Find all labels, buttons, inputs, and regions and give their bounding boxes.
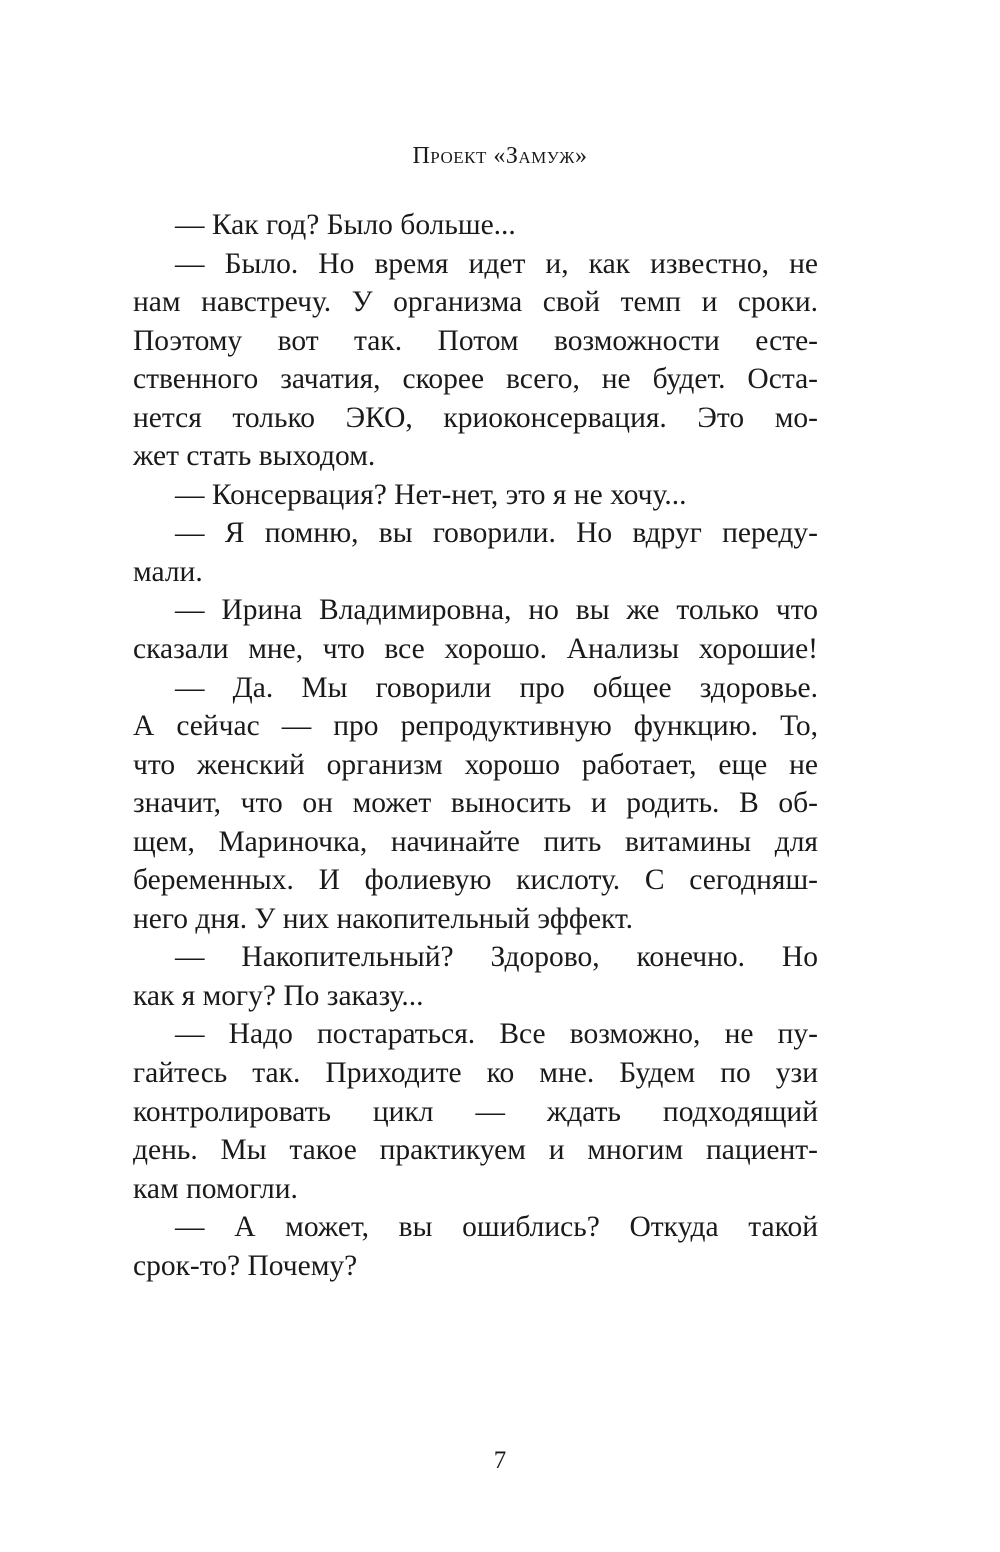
text-line: как я могу? По заказу... bbox=[133, 979, 424, 1012]
text-line: гайтесь так. Приходите ко мне. Будем по узи bbox=[133, 1057, 818, 1090]
text-line: жет стать выходом. bbox=[133, 440, 376, 473]
text-line: срок-то? Почему? bbox=[133, 1249, 358, 1282]
text-line: ственного зачатия, скорее всего, не будет. Оста- bbox=[133, 363, 818, 396]
text-line: контролировать цикл — ждать подходящий bbox=[133, 1095, 818, 1128]
text-line: — Было. Но время идет и, как известно, не bbox=[175, 247, 818, 280]
text-line: мали. bbox=[133, 555, 203, 588]
text-line: что женский организм хорошо работает, еще не bbox=[133, 748, 818, 781]
text-line: — Ирина Владимировна, но вы же только что bbox=[175, 594, 818, 627]
text-line: Поэтому вот так. Потом возможности есте- bbox=[133, 324, 818, 357]
text-line: сказали мне, что все хорошо. Анализы хорошие! bbox=[133, 633, 818, 666]
text-line: день. Мы такое практикуем и многим пациент- bbox=[133, 1134, 818, 1167]
text-line: — Я помню, вы говорили. Но вдруг переду- bbox=[175, 517, 818, 550]
text-line: нам навстречу. У организма свой темп и сроки. bbox=[133, 286, 818, 319]
text-line: — Надо постараться. Все возможно, не пу- bbox=[175, 1018, 818, 1051]
text-line: — А может, вы ошиблись? Откуда такой bbox=[175, 1211, 818, 1244]
body-text bbox=[133, 206, 818, 1285]
text-line: — Как год? Было больше... bbox=[175, 209, 516, 241]
text-line: значит, что он может выносить и родить. В об- bbox=[133, 787, 818, 820]
text-line: нется только ЭКО, криоконсервация. Это мо- bbox=[133, 401, 818, 434]
text-line: щем, Мариночка, начинайте пить витамины для bbox=[133, 825, 818, 858]
text-line: беременных. И фолиевую кислоту. С сегодняш- bbox=[133, 864, 818, 897]
text-line: — Консервация? Нет-нет, это я не хочу... bbox=[175, 478, 687, 511]
text-line: кам помогли. bbox=[133, 1172, 298, 1205]
text-line: него дня. У них накопительный эффект. bbox=[133, 902, 634, 935]
page-number: 7 bbox=[493, 1447, 507, 1474]
running-head: Проект «Замуж» bbox=[412, 143, 588, 169]
text-line: А сейчас — про репродуктивную функцию. То, bbox=[133, 710, 818, 743]
text-line: — Накопительный? Здорово, конечно. Но bbox=[175, 941, 818, 974]
text-line: — Да. Мы говорили про общее здоровье. bbox=[175, 671, 818, 704]
